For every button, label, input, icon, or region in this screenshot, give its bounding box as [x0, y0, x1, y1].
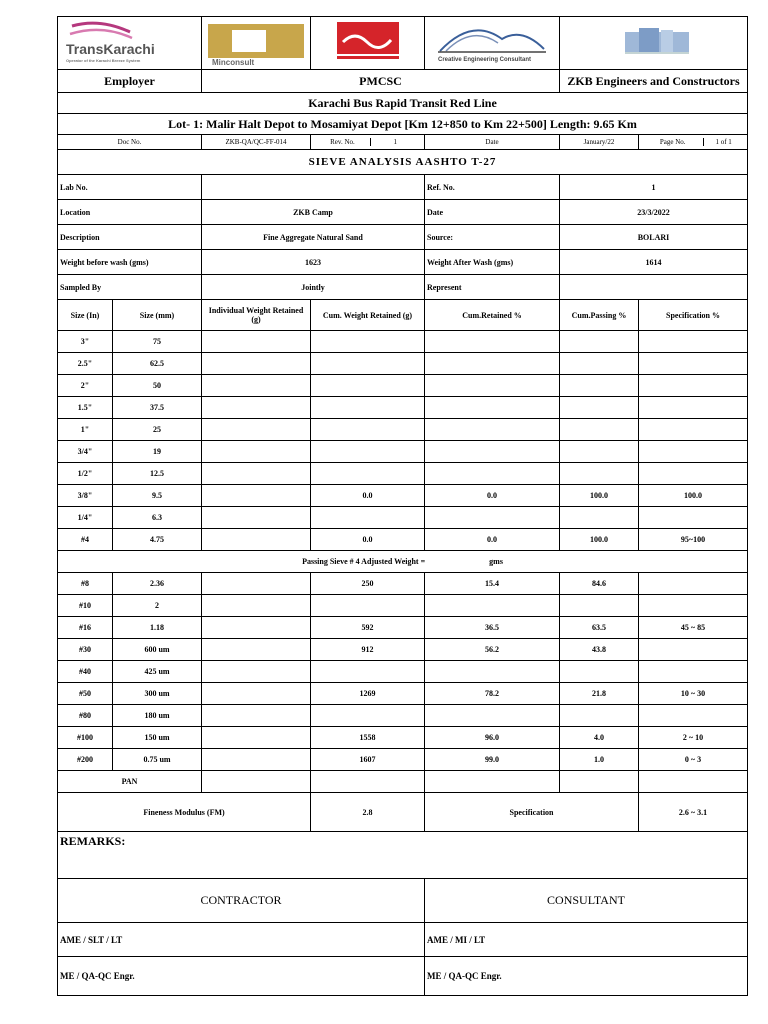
remarks-field[interactable] [58, 832, 748, 879]
location-value[interactable]: ZKB Camp [202, 200, 425, 225]
sieve-row [58, 661, 748, 683]
sieve-cell: #50 [58, 683, 113, 705]
sieve-cell[interactable]: 36.5 [425, 617, 560, 639]
creative-name: Creative Engineering Consultant [438, 57, 532, 63]
sieve-cell[interactable] [202, 441, 311, 463]
rev-label: Rev. No. [315, 138, 371, 146]
sieve-cell[interactable] [311, 595, 425, 617]
transkarachi-name: TransKarachi [66, 41, 155, 57]
sieve-cell: #10 [58, 595, 113, 617]
sieve-cell[interactable]: 56.2 [425, 639, 560, 661]
sieve-row [58, 353, 748, 375]
sieve-cell[interactable]: 96.0 [425, 727, 560, 749]
project-title: Karachi Bus Rapid Transit Red Line [58, 93, 748, 114]
sieve-cell: 180 um [113, 705, 202, 727]
sieve-cell[interactable] [639, 639, 748, 661]
weight-after-wash-label: Weight After Wash (gms) [425, 250, 560, 275]
sieve-cell[interactable] [202, 705, 311, 727]
sieve-cell: 62.5 [113, 353, 202, 375]
sieve-cell[interactable] [311, 331, 425, 353]
sieve-cell[interactable] [425, 441, 560, 463]
sieve-row [58, 529, 748, 551]
form-title: SIEVE ANALYSIS AASHTO T-27 [58, 150, 748, 175]
sieve-cell[interactable] [425, 705, 560, 727]
minconsult-logo [204, 18, 308, 66]
col-cum-passing: Cum.Passing % [560, 300, 639, 331]
sieve-cell[interactable]: 1607 [311, 749, 425, 771]
sieve-cell[interactable] [560, 463, 639, 485]
col-size-mm: Size (mm) [113, 300, 202, 331]
fm-specification-label: Specification [425, 793, 639, 832]
doc-date-value: January/22 [560, 135, 639, 150]
sieve-cell: 9.5 [113, 485, 202, 507]
sieve-cell[interactable] [202, 507, 311, 529]
sieve-cell[interactable] [425, 595, 560, 617]
zkb-logo-cell [560, 17, 748, 70]
consultant-signature-1[interactable]: AME / MI / LT [425, 923, 748, 957]
sieve-cell[interactable] [639, 375, 748, 397]
source-label: Source: [425, 225, 560, 250]
sieve-cell: 25 [113, 419, 202, 441]
rev-value: 1 [393, 138, 397, 146]
sieve-cell[interactable]: 95~100 [639, 529, 748, 551]
contractor-signature-2[interactable]: ME / QA-QC Engr. [58, 957, 425, 996]
weight-before-wash-value[interactable]: 1623 [202, 250, 425, 275]
sieve-cell: 150 um [113, 727, 202, 749]
zkb-building-logo [599, 22, 709, 62]
sieve-cell: 1/4" [58, 507, 113, 529]
sieve-cell[interactable] [639, 397, 748, 419]
col-cum-retained: Cum.Retained % [425, 300, 560, 331]
pan-cell[interactable] [202, 771, 311, 793]
sieve-row [58, 331, 748, 353]
sieve-cell[interactable]: 912 [311, 639, 425, 661]
sieve-cell: 600 um [113, 639, 202, 661]
date-value[interactable]: 23/3/2022 [560, 200, 748, 225]
sieve-row [58, 463, 748, 485]
sieve-cell[interactable]: 21.8 [560, 683, 639, 705]
sieve-cell[interactable] [560, 595, 639, 617]
transkarachi-logo [60, 18, 200, 66]
creative-logo-cell [425, 17, 560, 70]
pmcsc-label: PMCSC [202, 70, 560, 93]
sieve-cell[interactable] [425, 353, 560, 375]
sieve-cell[interactable] [202, 727, 311, 749]
col-specification: Specification % [639, 300, 748, 331]
sieve-cell: 1.5" [58, 397, 113, 419]
sieve-row [58, 617, 748, 639]
sieve-cell: 3" [58, 331, 113, 353]
sieve-cell[interactable] [639, 507, 748, 529]
sieve-cell[interactable] [202, 463, 311, 485]
sieve-cell: 50 [113, 375, 202, 397]
pan-cell[interactable] [311, 771, 425, 793]
sieve-cell[interactable] [202, 331, 311, 353]
sieve-cell[interactable]: 78.2 [425, 683, 560, 705]
sieve-cell[interactable] [560, 353, 639, 375]
sieve-cell[interactable] [425, 375, 560, 397]
contractor-company-label: ZKB Engineers and Constructors [560, 70, 748, 93]
sieve-cell: #200 [58, 749, 113, 771]
sieve-cell: #30 [58, 639, 113, 661]
sieve-cell: 19 [113, 441, 202, 463]
sieve-cell: 6.3 [113, 507, 202, 529]
sieve-cell[interactable] [202, 397, 311, 419]
doc-date-label: Date [425, 135, 560, 150]
minconsult-logo-cell [202, 17, 311, 70]
sieve-row [58, 573, 748, 595]
sieve-cell: #4 [58, 529, 113, 551]
doc-rev-cell [311, 135, 425, 150]
sieve-cell: 2" [58, 375, 113, 397]
sieve-cell[interactable]: 2 ~ 10 [639, 727, 748, 749]
sieve-cell[interactable] [202, 573, 311, 595]
ref-no-label: Ref. No. [425, 175, 560, 200]
transkarachi-tagline: Operator of the Karachi Breeze System [66, 58, 141, 63]
fm-specification-value: 2.6 ~ 3.1 [639, 793, 748, 832]
fineness-modulus-label: Fineness Modulus (FM) [58, 793, 311, 832]
page-value: 1 of 1 [715, 138, 732, 146]
sieve-cell[interactable] [425, 331, 560, 353]
sieve-cell[interactable] [425, 397, 560, 419]
represent-value[interactable] [560, 275, 748, 300]
location-label: Location [58, 200, 202, 225]
sieve-cell[interactable] [560, 705, 639, 727]
sieve-cell[interactable] [311, 397, 425, 419]
sieve-cell[interactable]: 1269 [311, 683, 425, 705]
lot-description: Lot- 1: Malir Halt Depot to Mosamiyat Depot [Km 12+850 to Km 22+500] Length: 9.65 Km [58, 114, 748, 135]
sieve-cell: 2.36 [113, 573, 202, 595]
pan-cell[interactable] [425, 771, 560, 793]
sieve-cell: 3/4" [58, 441, 113, 463]
sieve-cell[interactable] [202, 529, 311, 551]
doc-no-label: Doc No. [58, 135, 202, 150]
remarks-label: REMARKS: [60, 834, 126, 848]
col-cum-weight: Cum. Weight Retained (g) [311, 300, 425, 331]
sieve-cell[interactable]: 4.0 [560, 727, 639, 749]
sieve-cell: 3/8" [58, 485, 113, 507]
fineness-modulus-value[interactable]: 2.8 [311, 793, 425, 832]
sieve-cell[interactable]: 0.0 [425, 529, 560, 551]
sieve-cell[interactable] [311, 375, 425, 397]
sieve-row [58, 397, 748, 419]
sieve-row [58, 683, 748, 705]
sieve-table-header [58, 300, 748, 331]
sieve-row [58, 705, 748, 727]
transkarachi-logo-cell [58, 17, 202, 70]
sieve-cell: 2 [113, 595, 202, 617]
passing-note-text: Passing Sieve # 4 Adjusted Weight = [302, 557, 426, 566]
sieve-cell[interactable] [311, 441, 425, 463]
sieve-cell[interactable]: 1558 [311, 727, 425, 749]
source-value[interactable]: BOLARI [560, 225, 748, 250]
represent-label: Represent [425, 275, 560, 300]
sieve-cell[interactable] [202, 485, 311, 507]
sieve-cell[interactable] [425, 507, 560, 529]
sieve-cell: #16 [58, 617, 113, 639]
sieve-cell: #40 [58, 661, 113, 683]
col-individual-weight: Individual Weight Retained (g) [202, 300, 311, 331]
page-label: Page No. [643, 138, 704, 146]
contractor-heading: CONTRACTOR [58, 879, 425, 923]
sieve-cell: 1.18 [113, 617, 202, 639]
sieve-cell[interactable]: 0 ~ 3 [639, 749, 748, 771]
description-label: Description [58, 225, 202, 250]
sieve-cell: 2.5" [58, 353, 113, 375]
sieve-cell: 300 um [113, 683, 202, 705]
sieve-cell[interactable] [560, 661, 639, 683]
consultant-signature-2[interactable]: ME / QA-QC Engr. [425, 957, 748, 996]
description-value[interactable]: Fine Aggregate Natural Sand [202, 225, 425, 250]
sieve-cell[interactable] [560, 507, 639, 529]
sieve-cell[interactable]: 100.0 [639, 485, 748, 507]
sieve-row [58, 639, 748, 661]
sieve-cell[interactable]: 45 ~ 85 [639, 617, 748, 639]
sieve-cell[interactable] [202, 595, 311, 617]
sieve-row [58, 749, 748, 771]
sieve-cell[interactable] [639, 441, 748, 463]
sieve-cell[interactable] [639, 595, 748, 617]
doc-no-value: ZKB-QA/QC-FF-014 [202, 135, 311, 150]
sieve-cell: 75 [113, 331, 202, 353]
sieve-cell[interactable] [639, 573, 748, 595]
pan-cell[interactable] [639, 771, 748, 793]
sieve-cell[interactable] [202, 683, 311, 705]
sieve-cell[interactable] [202, 617, 311, 639]
sieve-cell[interactable] [560, 331, 639, 353]
consultant-heading: CONSULTANT [425, 879, 748, 923]
sieve-cell: 4.75 [113, 529, 202, 551]
sieve-row [58, 419, 748, 441]
doc-page-cell [639, 135, 748, 150]
sieve-cell[interactable] [425, 463, 560, 485]
sieve-cell[interactable]: 43.8 [560, 639, 639, 661]
sieve-row [58, 595, 748, 617]
sieve-cell[interactable] [639, 419, 748, 441]
sieve-cell[interactable] [202, 661, 311, 683]
lab-no-value[interactable] [202, 175, 425, 200]
sieve-cell[interactable]: 0.0 [425, 485, 560, 507]
sieve-cell[interactable] [311, 507, 425, 529]
sieve-analysis-form [57, 16, 747, 996]
sieve-cell[interactable] [202, 419, 311, 441]
weight-before-wash-label: Weight before wash (gms) [58, 250, 202, 275]
sieve-cell: 12.5 [113, 463, 202, 485]
sieve-cell[interactable] [560, 419, 639, 441]
sieve-cell[interactable] [560, 375, 639, 397]
sieve-cell[interactable] [311, 353, 425, 375]
sieve-cell[interactable] [639, 661, 748, 683]
lab-no-label: Lab No. [58, 175, 202, 200]
sieve-cell[interactable]: 15.4 [425, 573, 560, 595]
sieve-cell[interactable]: 84.6 [560, 573, 639, 595]
sieve-cell[interactable]: 592 [311, 617, 425, 639]
sieve-cell[interactable] [311, 661, 425, 683]
sieve-cell[interactable] [311, 705, 425, 727]
sieve-row [58, 727, 748, 749]
sieve-cell: 1" [58, 419, 113, 441]
col-size-in: Size (In) [58, 300, 113, 331]
sieve-cell[interactable] [202, 749, 311, 771]
creative-engineering-logo [432, 19, 552, 65]
sieve-cell[interactable] [639, 331, 748, 353]
sieve-cell: 425 um [113, 661, 202, 683]
sieve-cell[interactable]: 250 [311, 573, 425, 595]
sieve-row [58, 485, 748, 507]
sieve-cell: #8 [58, 573, 113, 595]
sieve-cell: #80 [58, 705, 113, 727]
sampled-by-label: Sampled By [58, 275, 202, 300]
weight-after-wash-value[interactable]: 1614 [560, 250, 748, 275]
ref-no-value[interactable]: 1 [560, 175, 748, 200]
passing-note-unit: gms [489, 557, 503, 566]
minconsult-name: Minconsult [212, 58, 255, 66]
sieve-cell[interactable] [425, 419, 560, 441]
sieve-cell[interactable] [560, 397, 639, 419]
sieve-cell[interactable]: 99.0 [425, 749, 560, 771]
red-logo-cell [311, 17, 425, 70]
sieve-row [58, 507, 748, 529]
sieve-cell[interactable] [425, 661, 560, 683]
sieve-cell: 0.75 um [113, 749, 202, 771]
sieve-cell[interactable] [202, 375, 311, 397]
sieve-cell[interactable] [639, 705, 748, 727]
sieve-row [58, 441, 748, 463]
sieve-cell[interactable]: 1.0 [560, 749, 639, 771]
sieve-cell: #100 [58, 727, 113, 749]
passing-sieve-note [58, 551, 748, 573]
sieve-cell[interactable]: 0.0 [311, 485, 425, 507]
sieve-cell[interactable]: 63.5 [560, 617, 639, 639]
sieve-row [58, 375, 748, 397]
pan-label: PAN [58, 771, 202, 793]
sieve-cell[interactable] [311, 419, 425, 441]
sieve-cell: 1/2" [58, 463, 113, 485]
sieve-cell[interactable] [639, 353, 748, 375]
sieve-cell[interactable] [202, 639, 311, 661]
sieve-cell[interactable]: 100.0 [560, 529, 639, 551]
sampled-by-value[interactable]: Jointly [202, 275, 425, 300]
date-label: Date [425, 200, 560, 225]
sieve-cell[interactable]: 100.0 [560, 485, 639, 507]
sieve-cell: 37.5 [113, 397, 202, 419]
red-brand-logo [333, 20, 403, 64]
sieve-cell[interactable]: 10 ~ 30 [639, 683, 748, 705]
contractor-signature-1[interactable]: AME / SLT / LT [58, 923, 425, 957]
pan-cell[interactable] [560, 771, 639, 793]
sieve-cell[interactable] [560, 441, 639, 463]
sieve-cell[interactable] [639, 463, 748, 485]
sieve-cell[interactable] [311, 463, 425, 485]
sieve-cell[interactable] [202, 353, 311, 375]
employer-label: Employer [58, 70, 202, 93]
sieve-cell[interactable]: 0.0 [311, 529, 425, 551]
